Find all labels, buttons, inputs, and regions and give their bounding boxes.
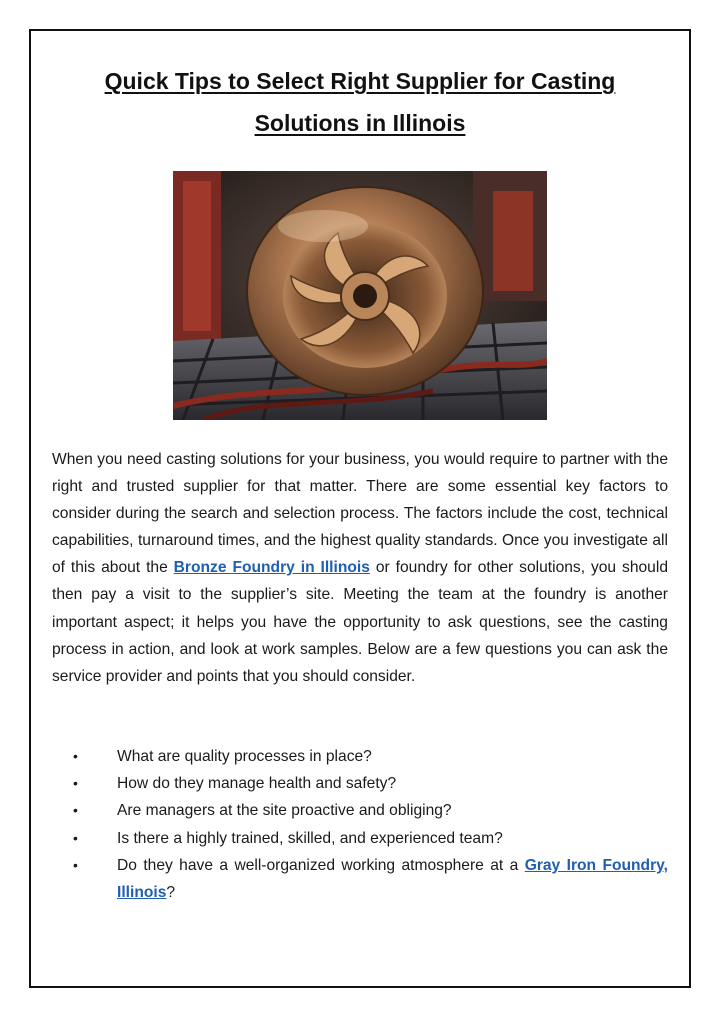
bullet-icon: • [73, 856, 78, 873]
bullet-icon: • [73, 748, 78, 764]
list-item-suffix: ? [166, 884, 176, 902]
list-item-text: What are quality processes in place? [117, 748, 372, 765]
list-item [52, 852, 668, 906]
body-paragraph [52, 446, 668, 690]
bronze-impeller-photo [173, 171, 547, 420]
list-item-text: How do they manage health and safety? [117, 775, 397, 793]
bullet-icon: • [73, 802, 78, 819]
questions-list [52, 743, 668, 906]
bronze-foundry-link[interactable]: Bronze Foundry in Illinois [173, 559, 370, 577]
title-line-2: Solutions in Illinois [254, 110, 466, 136]
bullet-icon: • [73, 775, 78, 792]
list-item [52, 770, 668, 797]
list-item-text: Are managers at the site proactive and obliging? [117, 802, 452, 820]
gray-iron-foundry-link[interactable]: Gray Iron Foundry, Illinois [117, 856, 668, 902]
list-item [52, 797, 668, 824]
list-item-text: Do they have a well-organized working atmosphere at a [117, 856, 525, 874]
list-item [52, 743, 668, 770]
list-item [52, 825, 668, 852]
document-title [60, 60, 660, 144]
bullet-icon: • [73, 829, 78, 846]
paragraph-part-2: or foundry for other solutions, you should then pay a visit to the supplier’s site. Meeting the team at the foundry is another important aspect; it helps you have the opportunity to ask questions, see the casting process in action, and look at work samples. Below are a few questions you can ask the service provider and points that you should consider. [52, 559, 668, 685]
paragraph-part-1: When you need casting solutions for your business, you would require to partner with the right and trusted supplier for that matter. There are some essential key factors to consider during the search and selection process. The factors include the cost, technical capabilities, turnaround times, and the highest quality standards. Once you investigate all of this about the [52, 451, 668, 577]
title-line-1: Quick Tips to Select Right Supplier for Casting [104, 68, 616, 94]
list-item-text: Is there a highly trained, skilled, and experienced team? [117, 829, 503, 847]
